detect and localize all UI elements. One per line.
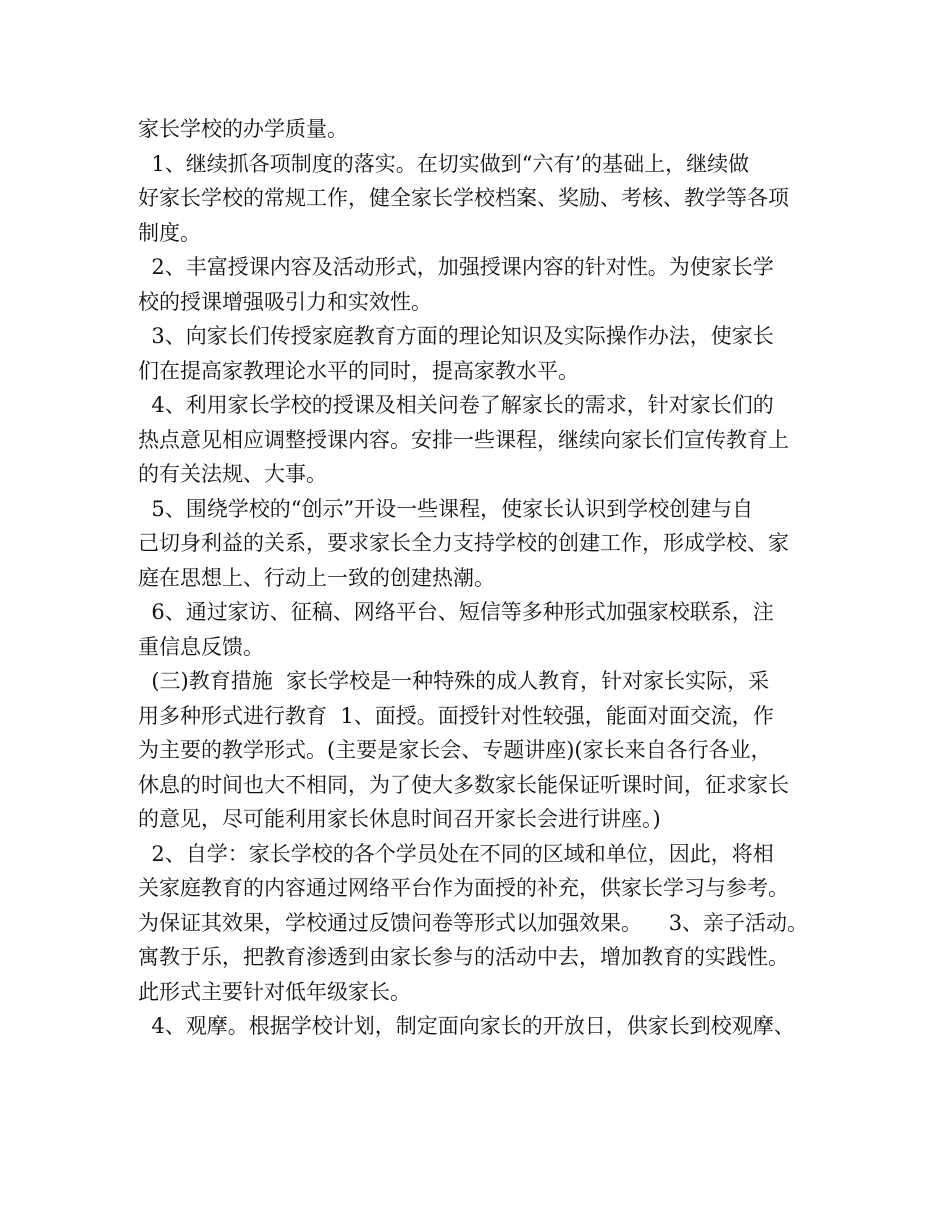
text-line: 用多种形式进行教育 1、面授。面授针对性较强，能面对面交流，作 [138,703,774,728]
text-line: 休息的时间也大不相同，为了使大多数家长能保证听课时间，征求家长 [138,772,789,797]
text-line: 校的授课增强吸引力和实效性。 [138,289,432,314]
text-line: 为主要的教学形式。(主要是家长会、专题讲座)(家长来自各行各业， [138,738,772,762]
text-line: 1、继续抓各项制度的落实。在切实做到“六有’的基础上，继续做 [138,151,750,176]
text-line: 6、通过家访、征稿、网络平台、短信等多种形式加强家校联系，注 [138,600,774,624]
text-line: 4、利用家长学校的授课及相关问卷了解家长的需求，针对家长们的 [138,393,774,417]
text-line: (三)教育措施 家长学校是一种特殊的成人教育，针对家长实际，采 [138,669,770,693]
text-line: 5、围绕学校的“创示”开设一些课程，使家长认识到学校创建与自 [138,496,754,521]
text-line: 热点意见相应调整授课内容。安排一些课程，继续向家长们宣传教育上 [138,427,789,452]
text-line: 2、丰富授课内容及活动形式，加强授课内容的针对性。为使家长学 [138,255,774,279]
text-line: 己切身利益的关系，要求家长全力支持学校的创建工作，形成学校、家 [138,531,789,555]
text-line: 4、观摩。根据学校计划，制定面向家长的开放日，供家长到校观摩、 [138,1014,795,1038]
text-line: 2、自学：家长学校的各个学员处在不同的区域和单位，因此，将相 [138,841,774,866]
text-line: 寓教于乐，把教育渗透到由家长参与的活动中去，增加教育的实践性。 [138,945,789,969]
text-line: 关家庭教育的内容通过网络平台作为面授的补充，供家长学习与参考。 [138,876,789,900]
text-line: 的意见，尽可能利用家长休息时间召开家长会进行讲座。) [138,807,661,831]
text-line: 为保证其效果，学校通过反馈问卷等形式以加强效果。 3、亲子活动。 [138,910,809,935]
text-line: 重信息反馈。 [138,634,264,659]
text-line: 庭在思想上、行动上一致的创建热潮。 [138,565,495,590]
text-line: 此形式主要针对低年级家长。 [138,979,411,1004]
document-body [138,112,818,1044]
text-line: 制度。 [138,220,201,245]
text-line: 家长学校的办学质量。 [138,117,348,141]
text-line: 们在提高家教理论水平的同时，提高家教水平。 [138,358,579,383]
text-line: 好家长学校的常规工作，健全家长学校档案、奖励、考核、教学等各项 [138,186,789,210]
text-line: 3、向家长们传授家庭教育方面的理论知识及实际操作办法，使家长 [138,324,774,348]
text-line: 的有关法规、大事。 [138,462,327,486]
